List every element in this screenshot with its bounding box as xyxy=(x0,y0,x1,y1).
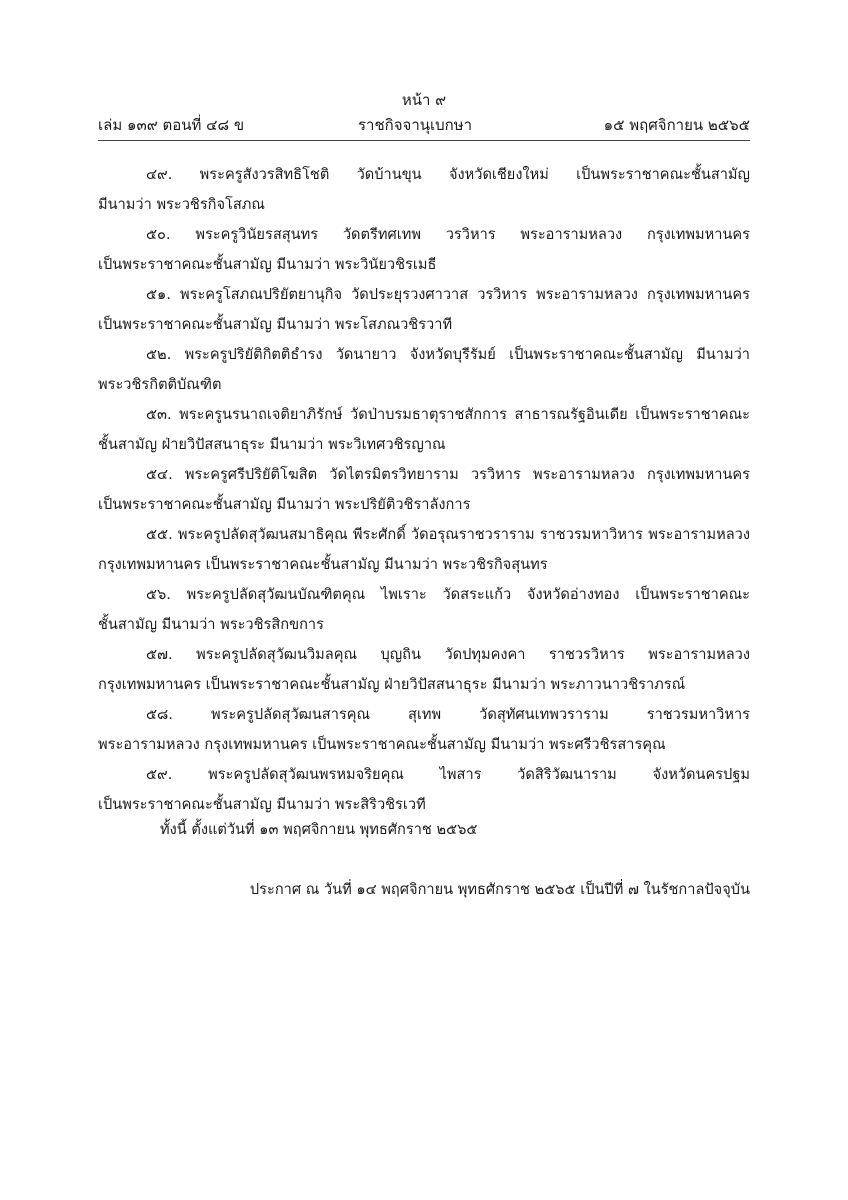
appointment-item xyxy=(98,580,750,640)
appointment-list xyxy=(98,160,750,820)
publication-title: ราชกิจจานุเบกษา xyxy=(358,116,473,134)
appointment-item xyxy=(98,220,750,280)
appointment-line-2: พระอารามหลวง กรุงเทพมหานคร เป็นพระราชาคณะชั้นสามัญ มีนามว่า พระศรีวชิรสารคุณ xyxy=(98,736,666,753)
appointment-line-1: ๕๗. พระครูปลัดสุวัฒนวิมลคุณ บุญถิน วัดปทุมคงคา ราชวรวิหาร พระอารามหลวง xyxy=(146,646,750,663)
appointment-line-1: ๕๓. พระครูนรนาถเจติยาภิรักษ์ วัดป่าบรมธาตุราชสักการ สาธารณรัฐอินเดีย เป็นพระราชาคณะ xyxy=(146,406,750,423)
appointment-line-1: ๔๙. พระครูสังวรสิทธิโชติ วัดบ้านขุน จังหวัดเชียงใหม่ เป็นพระราชาคณะชั้นสามัญ xyxy=(146,166,750,183)
appointment-item xyxy=(98,700,750,760)
appointment-line-1: ๕๑. พระครูโสภณปริยัตยานุกิจ วัดประยุรวงศาวาส วรวิหาร พระอารามหลวง กรุงเทพมหานคร xyxy=(146,286,750,303)
appointment-line-2: เป็นพระราชาคณะชั้นสามัญ มีนามว่า พระโสภณวชิรวาที xyxy=(98,316,453,333)
appointment-line-1: ๕๘. พระครูปลัดสุวัฒนสารคุณ สุเทพ วัดสุทัศนเทพวราราม ราชวรมหาวิหาร xyxy=(146,706,750,723)
appointment-item xyxy=(98,520,750,580)
appointment-line-1: ๕๒. พระครูปริยัติกิตติธำรง วัดนายาว จังหวัดบุรีรัมย์ เป็นพระราชาคณะชั้นสามัญ มีนามว่า xyxy=(146,346,750,363)
appointment-line-2: มีนามว่า พระวชิรกิจโสภณ xyxy=(98,196,265,213)
appointment-item xyxy=(98,760,750,820)
proclamation-date: ประกาศ ณ วันที่ ๑๔ พฤศจิกายน พุทธศักราช ๒๕๖๕ เป็นปีที่ ๗ ในรัชกาลปัจจุบัน xyxy=(249,881,750,898)
appointment-line-2: เป็นพระราชาคณะชั้นสามัญ มีนามว่า พระสิริวชิรเวที xyxy=(98,796,426,813)
appointment-line-1: ๕๖. พระครูปลัดสุวัฒนบัณฑิตคุณ ไพเราะ วัดสระแก้ว จังหวัดอ่างทอง เป็นพระราชาคณะ xyxy=(146,586,750,603)
appointment-line-2: กรุงเทพมหานคร เป็นพระราชาคณะชั้นสามัญ ฝ่ายวิปัสสนาธุระ มีนามว่า พระภาวนาวชิราภรณ์ xyxy=(98,676,686,693)
appointment-line-2: ชั้นสามัญ ฝ่ายวิปัสสนาธุระ มีนามว่า พระวิเทศวชิรญาณ xyxy=(98,436,446,453)
appointment-item xyxy=(98,640,750,700)
page-number: หน้า ๙ xyxy=(401,91,447,109)
header-divider xyxy=(98,140,750,141)
appointment-line-2: เป็นพระราชาคณะชั้นสามัญ มีนามว่า พระปริยัติวชิราลังการ xyxy=(98,496,471,513)
gazette-header xyxy=(98,113,750,135)
volume-issue: เล่ม ๑๓๙ ตอนที่ ๔๘ ข xyxy=(98,116,245,134)
effective-date: ทั้งนี้ ตั้งแต่วันที่ ๑๓ พฤศจิกายน พุทธศักราช ๒๕๖๕ xyxy=(160,821,478,838)
appointment-line-2: เป็นพระราชาคณะชั้นสามัญ มีนามว่า พระวินัยวชิรเมธี xyxy=(98,256,437,273)
appointment-line-1: ๕๐. พระครูวินัยรสสุนทร วัดตรีทศเทพ วรวิหาร พระอารามหลวง กรุงเทพมหานคร xyxy=(146,226,750,243)
publication-date: ๑๕ พฤศจิกายน ๒๕๖๕ xyxy=(603,116,750,134)
appointment-line-1: ๕๔. พระครูศรีปริยัติโฆสิต วัดไตรมิตรวิทยาราม วรวิหาร พระอารามหลวง กรุงเทพมหานคร xyxy=(146,466,750,483)
appointment-item xyxy=(98,160,750,220)
appointment-item xyxy=(98,280,750,340)
appointment-line-1: ๕๕. พระครูปลัดสุวัฒนสมาธิคุณ พีระศักดิ์ วัดอรุณราชวราราม ราชวรมหาวิหาร พระอารามหลวง xyxy=(146,526,750,543)
appointment-line-2: กรุงเทพมหานคร เป็นพระราชาคณะชั้นสามัญ มีนามว่า พระวชิรกิจสุนทร xyxy=(98,556,548,573)
appointment-item xyxy=(98,460,750,520)
appointment-item xyxy=(98,400,750,460)
appointment-line-2: พระวชิรกิตติบัณฑิต xyxy=(98,376,222,393)
appointment-line-1: ๕๙. พระครูปลัดสุวัฒนพรหมจริยคุณ ไพสาร วัดสิริวัฒนาราม จังหวัดนครปฐม xyxy=(146,766,750,783)
appointment-line-2: ชั้นสามัญ มีนามว่า พระวชิรสิกขการ xyxy=(98,616,324,633)
appointment-item xyxy=(98,340,750,400)
